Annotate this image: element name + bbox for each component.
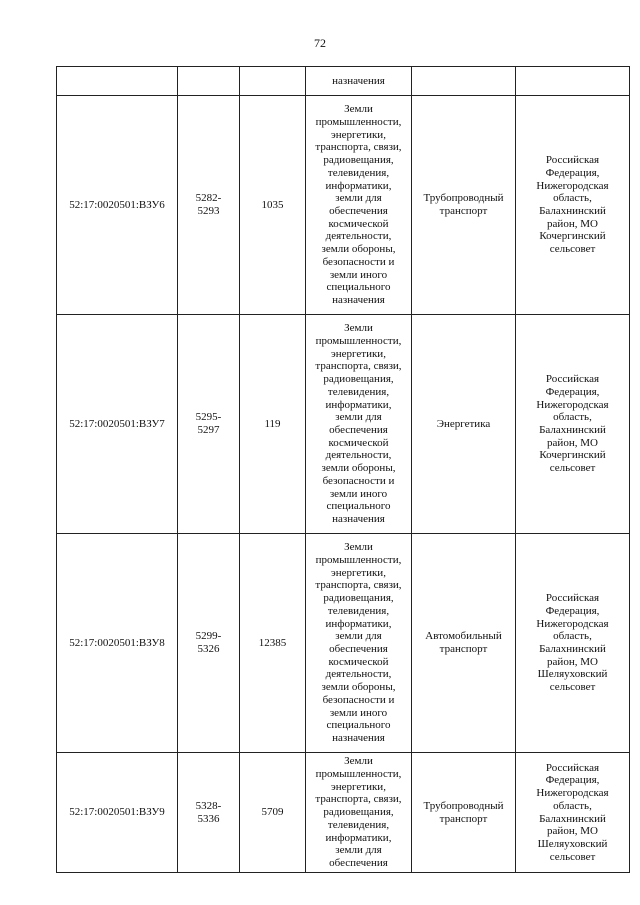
area-cell (240, 67, 306, 96)
cadastral-cell (57, 67, 178, 96)
category-cell: Земли промышленности, энергетики, транспорта, связи, радиовещания, телевидения, информатики, земли для обеспечения космической деятельности, земли обороны, безопасности и земли иного специального назначения (306, 96, 412, 315)
points-cell: 5299- 5326 (178, 534, 240, 753)
area-cell: 1035 (240, 96, 306, 315)
land-plots-table (56, 66, 630, 873)
continuation-row (57, 67, 630, 96)
use-cell: Автомобильный транспорт (412, 534, 516, 753)
table-row (57, 315, 630, 534)
use-cell: Трубопроводный транспорт (412, 753, 516, 873)
cadastral-cell: 52:17:0020501:ВЗУ7 (57, 315, 178, 534)
location-cell: Российская Федерация, Нижегородская область, Балахнинский район, МО Шеляуховский сельсовет (516, 753, 630, 873)
category-cell: Земли промышленности, энергетики, транспорта, связи, радиовещания, телевидения, информатики, земли для обеспечения космической деятельности, земли обороны, безопасности и земли иного специального назначения (306, 315, 412, 534)
location-cell: Российская Федерация, Нижегородская область, Балахнинский район, МО Кочергинский сельсовет (516, 315, 630, 534)
area-cell: 12385 (240, 534, 306, 753)
table-row (57, 534, 630, 753)
points-cell (178, 67, 240, 96)
cadastral-cell: 52:17:0020501:ВЗУ8 (57, 534, 178, 753)
points-cell: 5295- 5297 (178, 315, 240, 534)
category-cell: Земли промышленности, энергетики, транспорта, связи, радиовещания, телевидения, информатики, земли для обеспечения космической деятельности, земли обороны, безопасности и земли иного специального назначения (306, 534, 412, 753)
use-cell: Энергетика (412, 315, 516, 534)
table-row (57, 96, 630, 315)
page-number: 72 (314, 36, 326, 50)
use-cell (412, 67, 516, 96)
location-cell: Российская Федерация, Нижегородская область, Балахнинский район, МО Шеляуховский сельсовет (516, 534, 630, 753)
cadastral-cell: 52:17:0020501:ВЗУ6 (57, 96, 178, 315)
area-cell: 5709 (240, 753, 306, 873)
area-cell: 119 (240, 315, 306, 534)
use-cell: Трубопроводный транспорт (412, 96, 516, 315)
location-cell (516, 67, 630, 96)
location-cell: Российская Федерация, Нижегородская область, Балахнинский район, МО Кочергинский сельсовет (516, 96, 630, 315)
points-cell: 5282- 5293 (178, 96, 240, 315)
category-cell: назначения (306, 67, 412, 96)
cadastral-cell: 52:17:0020501:ВЗУ9 (57, 753, 178, 873)
category-cell: Земли промышленности, энергетики, транспорта, связи, радиовещания, телевидения, информатики, земли для обеспечения (306, 753, 412, 873)
table-row (57, 753, 630, 873)
points-cell: 5328- 5336 (178, 753, 240, 873)
